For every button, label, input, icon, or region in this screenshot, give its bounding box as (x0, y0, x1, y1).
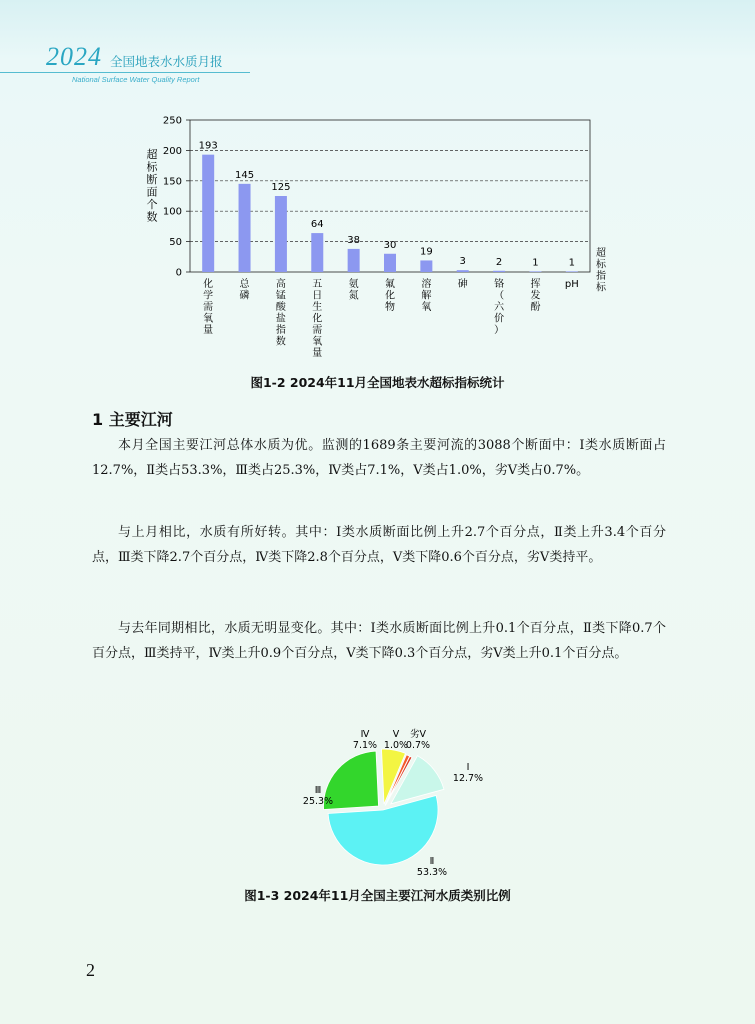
y-tick-label: 100 (162, 206, 182, 218)
pie-value-label: 0.7% (405, 740, 431, 751)
bar-value-label: 1 (568, 257, 576, 269)
x-category-label: pH (564, 279, 579, 290)
figure-caption-1-2: 图1-2 2024年11月全国地表水超标指标统计 (250, 375, 505, 390)
x-category-label: 量 (312, 348, 323, 359)
bar (384, 254, 396, 272)
x-category-label: 溶 (421, 279, 432, 290)
x-category-label: 氧 (312, 336, 323, 348)
pie-label: Ⅴ (392, 729, 400, 740)
x-category-label: 日 (312, 290, 323, 302)
x-category-label: 氧 (421, 302, 432, 313)
y-tick-label: 150 (162, 176, 182, 188)
paragraph-1: 本月全国主要江河总体水质为优。监测的1689条主要河流的3088个断面中：Ⅰ类水质断面占12.7%，Ⅱ类占53.3%，Ⅲ类占25.3%，Ⅳ类占7.1%，Ⅴ类占1.0%，劣Ⅴ类占0.7%。 (92, 438, 666, 478)
y-axis-label-char: 标 (146, 160, 158, 174)
pie-value-label: 25.3% (302, 796, 334, 807)
x-axis-label-char: 标 (596, 282, 606, 294)
x-category-label: 挥 (530, 279, 541, 290)
x-category-label: 量 (203, 325, 214, 336)
x-category-label: 需 (203, 302, 214, 313)
x-category-label: 发 (530, 290, 541, 302)
x-category-label: 锰 (275, 290, 286, 302)
x-category-label: 解 (421, 290, 432, 302)
x-category-label: 氮 (348, 290, 359, 302)
y-tick-label: 250 (162, 115, 182, 127)
bar (275, 196, 287, 272)
bar-value-label: 38 (347, 234, 361, 246)
y-axis-label-char: 面 (146, 185, 158, 199)
paragraph-3: 与去年同期相比，水质无明显变化。其中：Ⅰ类水质断面比例上升0.1个百分点，Ⅱ类下降0.7个百分点，Ⅲ类持平，Ⅳ类上升0.9个百分点，Ⅴ类下降0.3个百分点，劣Ⅴ类上升0.1个百分点。 (92, 621, 666, 661)
x-category-label: 生 (312, 302, 323, 313)
bar (311, 233, 323, 272)
pie-label: Ⅱ (429, 856, 435, 867)
pie-label: 劣Ⅴ (410, 729, 426, 740)
pie-chart (270, 720, 490, 880)
pie-label: Ⅲ (314, 785, 322, 796)
header-title: 全国地表水水质月报 (110, 54, 223, 69)
page-number: 2 (86, 960, 95, 980)
x-category-label: 化 (385, 290, 395, 302)
bar (566, 271, 578, 272)
bar-value-label: 145 (234, 169, 255, 181)
x-category-label: ） (494, 325, 505, 336)
x-category-label: 酸 (275, 302, 286, 313)
y-axis-label-char: 超 (146, 148, 158, 161)
bar-value-label: 193 (198, 140, 218, 152)
bar (457, 270, 469, 272)
y-tick-label: 200 (162, 145, 182, 157)
header-subtitle: National Surface Water Quality Report (72, 75, 200, 84)
bar (239, 184, 251, 272)
y-axis-label-char: 数 (146, 210, 158, 224)
bar-value-label: 3 (459, 256, 466, 268)
bar-value-label: 30 (383, 239, 397, 251)
x-category-label: 总 (239, 279, 250, 290)
x-category-label: 物 (385, 302, 395, 313)
pie-value-label: 1.0% (383, 740, 409, 751)
x-category-label: 六 (494, 302, 505, 313)
x-category-label: 化 (203, 279, 214, 290)
bar (202, 155, 214, 272)
y-axis-label-char: 个 (146, 198, 158, 211)
x-category-label: 化 (312, 313, 323, 325)
x-category-label: 磷 (239, 290, 250, 302)
bar-value-label: 125 (271, 182, 291, 193)
bar-value-label: 1 (532, 257, 539, 269)
pie-value-label: 53.3% (416, 867, 448, 878)
bar (420, 260, 432, 272)
x-category-label: 高 (275, 279, 286, 290)
bar (493, 271, 505, 272)
figure-caption-1-3: 图1-3 2024年11月全国主要江河水质类别比例 (244, 888, 511, 903)
y-tick-label: 50 (169, 237, 182, 249)
bar-value-label: 2 (495, 256, 503, 268)
page-header (0, 38, 260, 88)
x-axis-label-char: 指 (596, 271, 606, 282)
x-category-label: 指 (275, 325, 286, 336)
bar-chart (140, 108, 620, 368)
x-axis-label-char: 超 (596, 248, 606, 259)
x-category-label: （ (494, 290, 505, 302)
x-category-label: 价 (494, 313, 505, 325)
x-category-label: 氟 (385, 279, 395, 290)
x-axis-label-char: 标 (596, 259, 606, 271)
x-category-label: 数 (275, 336, 286, 348)
header-year: 2024 (46, 42, 102, 71)
header-rule (0, 72, 250, 73)
pie-value-label: 12.7% (452, 773, 484, 784)
bar-value-label: 64 (310, 219, 324, 231)
y-tick-label: 0 (175, 267, 182, 279)
x-category-label: 五 (312, 279, 323, 290)
bar (529, 271, 541, 272)
bar (348, 249, 360, 272)
x-category-label: 砷 (457, 279, 468, 290)
section-heading: 1 主要江河 (92, 410, 173, 429)
paragraph-2: 与上月相比，水质有所好转。其中：Ⅰ类水质断面比例上升2.7个百分点，Ⅱ类上升3.4个百分点，Ⅲ类下降2.7个百分点，Ⅳ类下降2.8个百分点，Ⅴ类下降0.6个百分点，劣Ⅴ类持平。 (92, 525, 666, 565)
x-category-label: 氨 (348, 279, 359, 290)
x-category-label: 铬 (494, 279, 505, 290)
y-axis-label-char: 断 (146, 173, 158, 186)
pie-label: Ⅰ (466, 762, 470, 773)
x-category-label: 盐 (275, 313, 286, 325)
x-category-label: 学 (203, 290, 214, 302)
pie-value-label: 7.1% (352, 740, 378, 751)
pie-label: Ⅳ (360, 729, 370, 740)
bar-value-label: 19 (419, 246, 433, 258)
x-category-label: 氧 (203, 313, 214, 325)
x-category-label: 需 (312, 325, 323, 336)
x-category-label: 酚 (530, 302, 541, 313)
